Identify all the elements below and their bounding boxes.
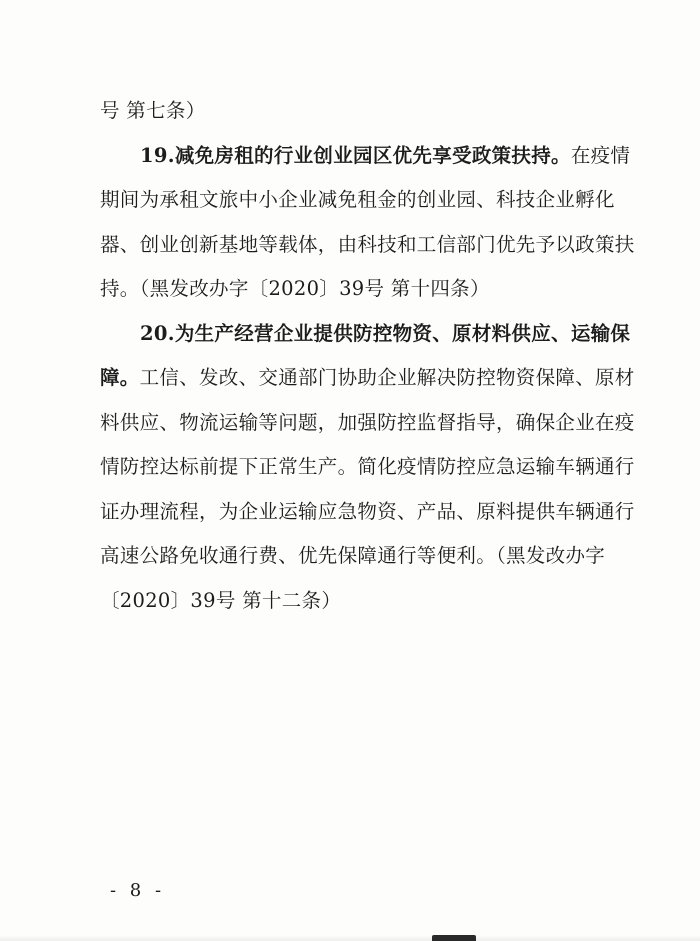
text-line [100, 96, 600, 126]
item-20-heading-line [100, 319, 631, 349]
item-19-title: 19.减免房租的行业创业园区优先享受政策扶持。 [140, 143, 571, 167]
text-line [100, 230, 635, 260]
line-text: 持。（黑发改办字〔2020〕39号 第十四条） [100, 277, 490, 300]
line-text: 料供应、物流运输等问题，加强防控监督指导，确保企业在疫 [100, 410, 635, 434]
line-text: 器、创业创新基地等载体，由科技和工信部门优先予以政策扶 [100, 232, 635, 256]
item-20-title: 20.为生产经营企业提供防控物资、原材料供应、运输保 [140, 321, 631, 345]
text-line [100, 363, 635, 393]
line-text: 在疫情 [570, 143, 631, 167]
item-19-heading-line [100, 141, 631, 171]
line-text: 高速公路免收通行费、优先保障通行等便利。（黑发改办字 [100, 544, 606, 567]
stamp-fragment [432, 935, 476, 941]
text-line [100, 497, 635, 527]
line-text: 〔2020〕39号 第十二条） [100, 588, 342, 612]
document-body [100, 96, 635, 630]
page-number: - 8 - [110, 880, 166, 901]
text-line [100, 452, 635, 482]
line-text: 情防控达标前提下正常生产。简化疫情防控应急运输车辆通行 [100, 455, 635, 478]
text-line [100, 541, 606, 571]
item-20-title-end: 障。 [100, 366, 140, 389]
line-text: 证办理流程，为企业运输应急物资、产品、原料提供车辆通行 [100, 499, 635, 523]
text-line [100, 408, 635, 438]
line-text: 期间为承租文旅中小企业减免租金的创业园、科技企业孵化 [100, 188, 615, 211]
text-line [100, 185, 615, 215]
text-line [100, 586, 600, 616]
scan-edge-shadow [0, 935, 700, 941]
line-text: 号 第七条） [100, 99, 206, 122]
line-text: 工信、发改、交通部门协助企业解决防控物资保障、原材 [139, 366, 635, 389]
text-line [100, 274, 600, 304]
